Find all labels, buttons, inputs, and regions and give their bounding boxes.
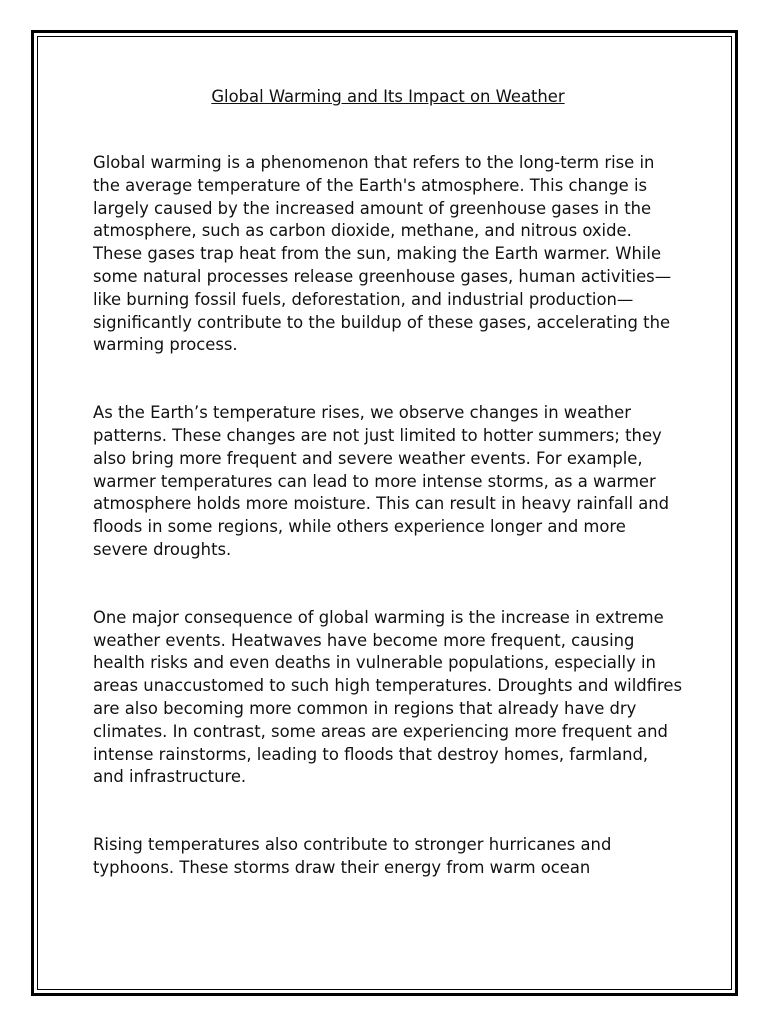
- document-body: [93, 86, 683, 880]
- paragraph-intro: Global warming is a phenomenon that refers to the long-term rise in the average temperature of the Earth's atmosphere. This change is largely caused by the increased amount of greenhouse gases in the atmosphere, such as carbon dioxide, methane, and nitrous oxide. These gases trap heat from the sun, making the Earth warmer. While some natural processes release greenhouse gases, human activities—like burning fossil fuels, deforestation, and industrial production—significantly contribute to the buildup of these gases, accelerating the warming process.: [93, 153, 672, 355]
- paragraph-hurricanes: Rising temperatures also contribute to stronger hurricanes and typhoons. These storms draw their energy from warm ocean: [93, 835, 612, 877]
- paragraph-extreme-events: One major consequence of global warming is the increase in extreme weather events. Heatwaves have become more frequent, causing health risks and even deaths in vulnerable populations, especially in areas unaccustomed to such high temperatures. Droughts and wildfires are also becoming more common in regions that already have dry climates. In contrast, some areas are experiencing more frequent and intense rainstorms, leading to floods that destroy homes, farmland, and infrastructure.: [93, 607, 682, 787]
- paragraph-weather-patterns: As the Earth’s temperature rises, we observe changes in weather patterns. These changes are not just limited to hotter summers; they also bring more frequent and severe weather events. For example, warmer temperatures can lead to more intense storms, as a warmer atmosphere holds more moisture. This can result in heavy rainfall and floods in some regions, while others experience longer and more severe droughts.: [93, 403, 670, 559]
- document-title: Global Warming and Its Impact on Weather: [211, 87, 565, 106]
